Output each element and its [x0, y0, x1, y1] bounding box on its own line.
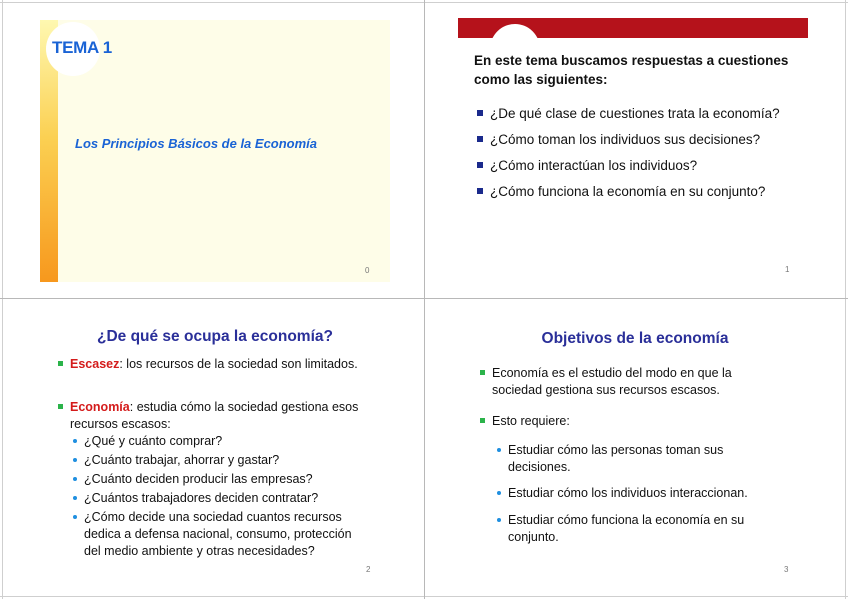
list-item	[72, 452, 362, 469]
sub-bullet-text: Estudiar cómo los individuos interaccionan.	[508, 486, 748, 500]
slide-heading: Objetivos de la economía	[541, 330, 729, 347]
list-item	[474, 182, 814, 202]
slide-subtitle: Los Principios Básicos de la Economía	[75, 136, 318, 151]
page-border-left	[2, 0, 3, 599]
sub-bullet	[496, 485, 786, 502]
slide-title-heading: TEMA 1	[52, 38, 112, 57]
sub-bullet	[496, 512, 786, 546]
square-bullet-icon	[477, 188, 483, 194]
page-number: 3	[784, 565, 789, 574]
list-item	[474, 130, 814, 150]
list-item-text: ¿Cuánto trabajar, ahorrar y gastar?	[84, 453, 280, 467]
vertical-divider	[424, 0, 425, 599]
square-bullet-icon	[477, 110, 483, 116]
page-number: 1	[785, 265, 790, 274]
page-number: 2	[366, 565, 371, 574]
sub-question-list	[72, 433, 362, 562]
dot-bullet-icon	[73, 496, 77, 500]
bullet-scarcity	[56, 356, 366, 373]
dot-bullet-icon	[73, 477, 77, 481]
square-bullet-icon	[58, 361, 63, 366]
bullet-text: Esto requiere:	[492, 414, 570, 428]
list-item	[474, 104, 814, 124]
dot-bullet-icon	[497, 491, 501, 495]
bullet-requires	[478, 413, 778, 430]
list-item	[72, 490, 362, 507]
square-bullet-icon	[477, 162, 483, 168]
keyword-economy: Economía	[70, 400, 130, 414]
slide-questions	[458, 18, 818, 283]
dot-bullet-icon	[73, 458, 77, 462]
bullet-economy	[56, 399, 366, 433]
slide-heading: ¿De qué se ocupa la economía?	[96, 328, 333, 345]
sub-bullet-text: Estudiar cómo las personas toman sus decisiones.	[508, 443, 724, 474]
slide-objectives	[470, 318, 810, 580]
slide-title	[40, 20, 390, 282]
question-list	[474, 104, 814, 208]
list-item-text: ¿De qué clase de cuestiones trata la economía?	[490, 106, 780, 121]
list-item-text: ¿Cómo decide una sociedad cuantos recursos dedica a defensa nacional, consumo, protección del medio ambiente y otras necesidades?	[84, 510, 352, 558]
list-item-text: ¿Cómo toman los individuos sus decisiones?	[490, 132, 761, 147]
list-item-text: ¿Qué y cuánto comprar?	[84, 434, 223, 448]
square-bullet-icon	[58, 404, 63, 409]
list-item	[72, 471, 362, 488]
slide-heading: En este tema buscamos respuestas a cuestiones como las siguientes:	[474, 53, 789, 87]
square-bullet-icon	[480, 418, 485, 423]
list-item	[72, 433, 362, 450]
bullet-text: : estudia cómo la sociedad gestiona esos recursos escasos:	[70, 400, 359, 431]
horizontal-divider	[0, 298, 848, 299]
dot-bullet-icon	[73, 515, 77, 519]
sub-bullet	[496, 442, 786, 476]
page-border-right	[845, 0, 846, 599]
list-item-text: ¿Cuánto deciden producir las empresas?	[84, 472, 313, 486]
page-number: 0	[365, 266, 370, 275]
square-bullet-icon	[477, 136, 483, 142]
dot-bullet-icon	[497, 448, 501, 452]
bullet-definition	[478, 365, 778, 399]
dot-bullet-icon	[497, 518, 501, 522]
bullet-text: : los recursos de la sociedad son limitados.	[119, 357, 358, 371]
bullet-text: Economía es el estudio del modo en que la sociedad gestiona sus recursos escasos.	[492, 366, 732, 397]
sub-bullet-text: Estudiar cómo funciona la economía en su conjunto.	[508, 513, 745, 544]
slide-scope	[50, 318, 380, 580]
list-item-text: ¿Cuántos trabajadores deciden contratar?	[84, 491, 319, 505]
list-item-text: ¿Cómo funciona la economía en su conjunto?	[490, 184, 766, 199]
list-item	[72, 509, 362, 560]
dot-bullet-icon	[73, 439, 77, 443]
list-item-text: ¿Cómo interactúan los individuos?	[490, 158, 698, 173]
list-item	[474, 156, 814, 176]
keyword-scarcity: Escasez	[70, 357, 120, 371]
square-bullet-icon	[480, 370, 485, 375]
